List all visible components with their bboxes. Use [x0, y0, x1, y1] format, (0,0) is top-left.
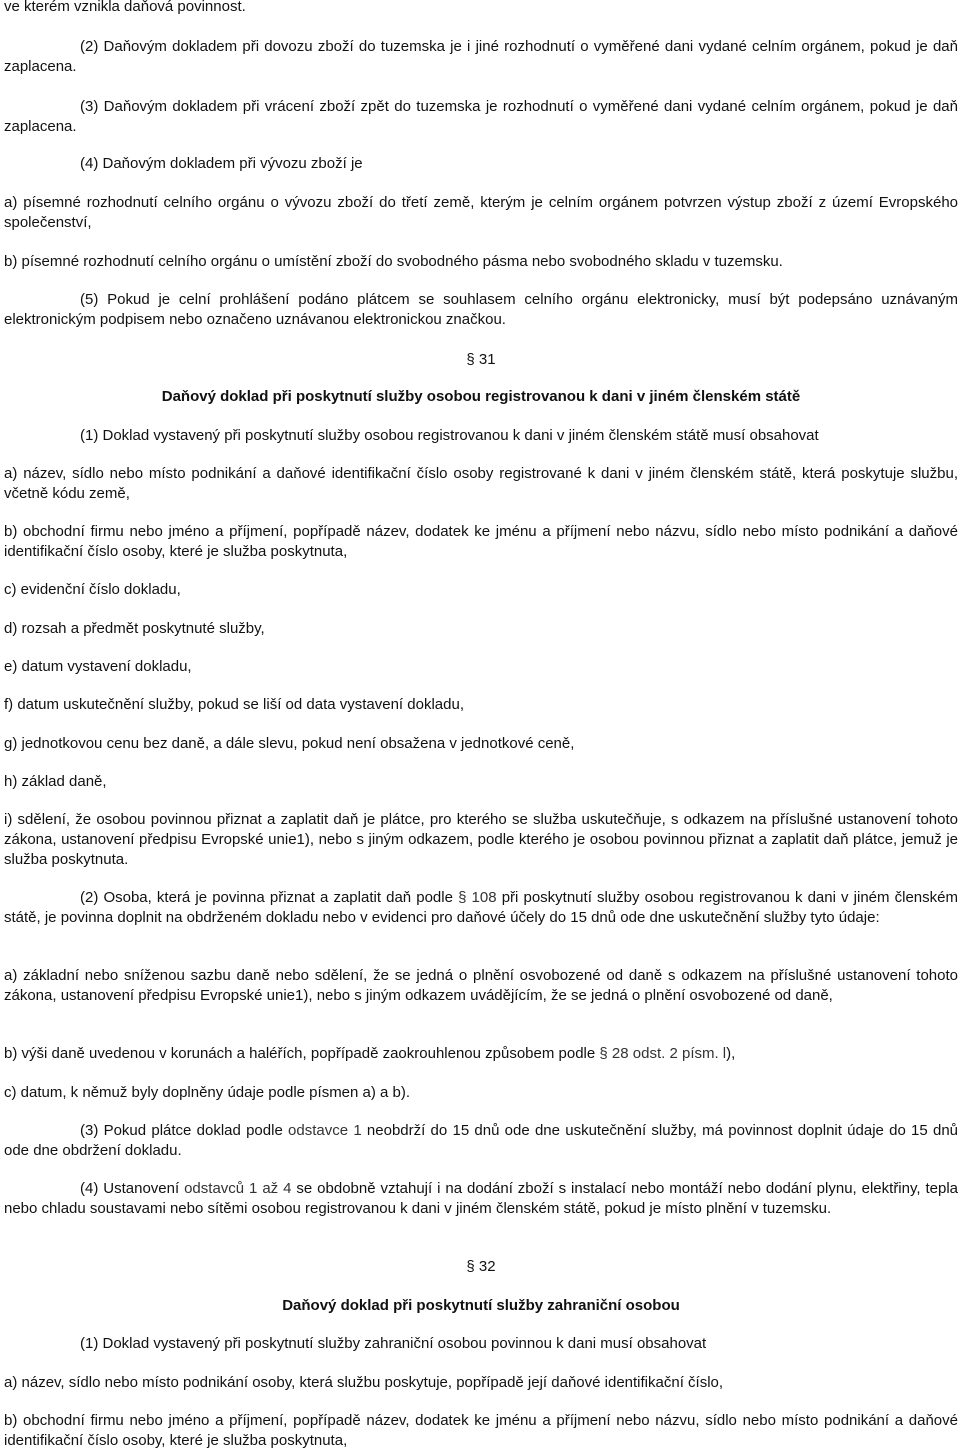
- paragraph-4: (4) Daňovým dokladem při vývozu zboží je: [80, 155, 363, 172]
- s31-p2-text-end: při poskytnutí služby osobou registrovanou k dani v jiném členském státě, je povinna doplnit na obdrženém dokladu nebo v evidenci pro daňové účely do 15 dnů ode dne uskutečnění služby tyto údaje:: [4, 889, 958, 926]
- s31-p2b-text-end: ),: [726, 1045, 736, 1062]
- section-sign-icon: §: [466, 1258, 475, 1275]
- s31-item-e: e) datum vystavení dokladu,: [4, 658, 192, 675]
- s31-paragraph-2: [4, 888, 958, 928]
- s32-item-b: b) obchodní firmu nebo jméno a příjmení, popřípadě název, dodatek ke jménu a příjmení nebo názvu, sídlo nebo místo podnikání a daňové identifikační číslo osoby, které je služba poskytnuta,: [4, 1412, 958, 1449]
- s31-p2-item-c: c) datum, k němuž byly doplněny údaje podle písmen a) a b).: [4, 1084, 411, 1101]
- paragraph-2: (2) Daňovým dokladem při dovozu zboží do tuzemska je i jiné rozhodnutí o vyměřené dani vydané celním orgánem, pokud je daň zaplacena.: [4, 38, 958, 75]
- s31-item-h: h) základ daně,: [4, 773, 107, 790]
- s31-item-a: a) název, sídlo nebo místo podnikání a daňové identifikační číslo osoby registrované k dani v jiném členském státě, která poskytuje službu, včetně kódu země,: [4, 465, 958, 502]
- section-31-title: Daňový doklad při poskytnutí služby osobou registrovanou k dani v jiném členském státě: [161, 388, 801, 405]
- paragraph-3: (3) Daňovým dokladem při vrácení zboží zpět do tuzemska je rozhodnutí o vyměřené dani vydané celním orgánem, pokud je daň zaplacena.: [4, 98, 958, 135]
- section-sign-icon: §: [466, 351, 475, 368]
- s31-item-g: g) jednotkovou cenu bez daně, a dále slevu, pokud není obsažena v jednotkové ceně,: [4, 735, 575, 752]
- s31-p2b-text-start: b) výši daně uvedenou v korunách a haléřích, popřípadě zaokrouhlenou způsobem podle: [4, 1045, 596, 1062]
- section-32-title: Daňový doklad při poskytnutí služby zahraniční osobou: [282, 1297, 680, 1314]
- section-28-link-label: 28 odst. 2 písm. l: [611, 1045, 727, 1062]
- s31-p2-text-start: (2) Osoba, která je povinna přiznat a zaplatit daň podle: [80, 889, 453, 906]
- s31-p3-text-end: neobdrží do 15 dnů ode dne uskutečnění služby, má povinnost doplnit údaje do 15 dnů ode dne obdržení dokladu.: [4, 1122, 959, 1159]
- section-32-heading: [4, 1257, 958, 1277]
- s31-item-i: i) sdělení, že osobou povinnou přiznat a zaplatit daň je plátce, pro kterého se služba uskutečňuje, s odkazem na příslušné ustanovení tohoto zákona, ustanovení předpisu Evropské unie1), nebo s jiným odkazem, podle kterého je osobou povinnou přiznat a zaplatit daň plátce, jemuž je služba poskytnuta.: [4, 811, 958, 868]
- paragraph-4-item-a: a) písemné rozhodnutí celního orgánu o vývozu zboží do třetí země, kterým je celním orgánem potvrzen výstup zboží z území Evropského společenství,: [4, 194, 958, 231]
- s31-paragraph-4: [4, 1179, 958, 1219]
- s31-paragraph-1: (1) Doklad vystavený při poskytnutí služby osobou registrovanou k dani v jiném členském státě musí obsahovat: [80, 427, 819, 444]
- s32-paragraph-1: (1) Doklad vystavený při poskytnutí služby zahraniční osobou povinnou k dani musí obsahovat: [80, 1335, 707, 1352]
- paragraph-5: (5) Pokud je celní prohlášení podáno plátcem se souhlasem celního orgánu elektronicky, musí být podepsáno uznávaným elektronickým podpisem nebo označeno uznávanou elektronickou značkou.: [4, 291, 958, 328]
- s31-p2-item-b: [4, 1044, 958, 1064]
- s31-item-d: d) rozsah a předmět poskytnuté služby,: [4, 620, 265, 637]
- s31-p3-text-start: (3) Pokud plátce doklad podle: [80, 1122, 283, 1139]
- paragraph-4-item-b: b) písemné rozhodnutí celního orgánu o umístění zboží do svobodného pásma nebo svobodného skladu v tuzemsku.: [4, 253, 783, 270]
- paragraphs-1-4-link[interactable]: odstavců 1 až 4: [184, 1180, 292, 1197]
- section-31-number: 31: [478, 351, 496, 368]
- s31-paragraph-3: [4, 1121, 958, 1161]
- s31-item-b: b) obchodní firmu nebo jméno a příjmení, popřípadě název, dodatek ke jménu a příjmení nebo názvu, sídlo nebo místo podnikání a daňové identifikační číslo osoby, které je služba poskytnuta,: [4, 523, 958, 560]
- s31-p4-text-end: se obdobně vztahují i na dodání zboží s instalací nebo montáží nebo dodání plynu, elektřiny, tepla nebo chladu soustavami nebo sítěmi osobou registrovanou k dani v jiném členském státě, pokud je místo plnění v tuzemsku.: [4, 1180, 958, 1217]
- s31-p2-item-a: a) základní nebo sníženou sazbu daně nebo sdělení, že se jedná o plnění osvobozené od daně s odkazem na příslušné ustanovení tohoto zákona, ustanovení předpisu Evropské unie1), nebo s jiným odkazem uvádějícím, že se jedná o plnění osvobozené od daně,: [4, 967, 958, 1004]
- paragraph-intro: ve kterém vznikla daňová povinnost.: [4, 0, 246, 15]
- paragraph-1-link[interactable]: odstavce 1: [288, 1122, 362, 1139]
- section-108-link[interactable]: § 108: [458, 889, 497, 906]
- section-31-heading: [4, 350, 958, 370]
- s31-item-f: f) datum uskutečnění služby, pokud se liší od data vystavení dokladu,: [4, 696, 464, 713]
- s31-p4-text-start: (4) Ustanovení: [80, 1180, 180, 1197]
- section-32-number: 32: [478, 1258, 496, 1275]
- s31-item-c: c) evidenční číslo dokladu,: [4, 581, 181, 598]
- section-108-link-label: 108: [471, 889, 497, 906]
- s32-item-a: a) název, sídlo nebo místo podnikání osoby, která službu poskytuje, popřípadě její daňové identifikační číslo,: [4, 1374, 724, 1391]
- section-28-link[interactable]: § 28 odst. 2 písm. l: [599, 1045, 727, 1062]
